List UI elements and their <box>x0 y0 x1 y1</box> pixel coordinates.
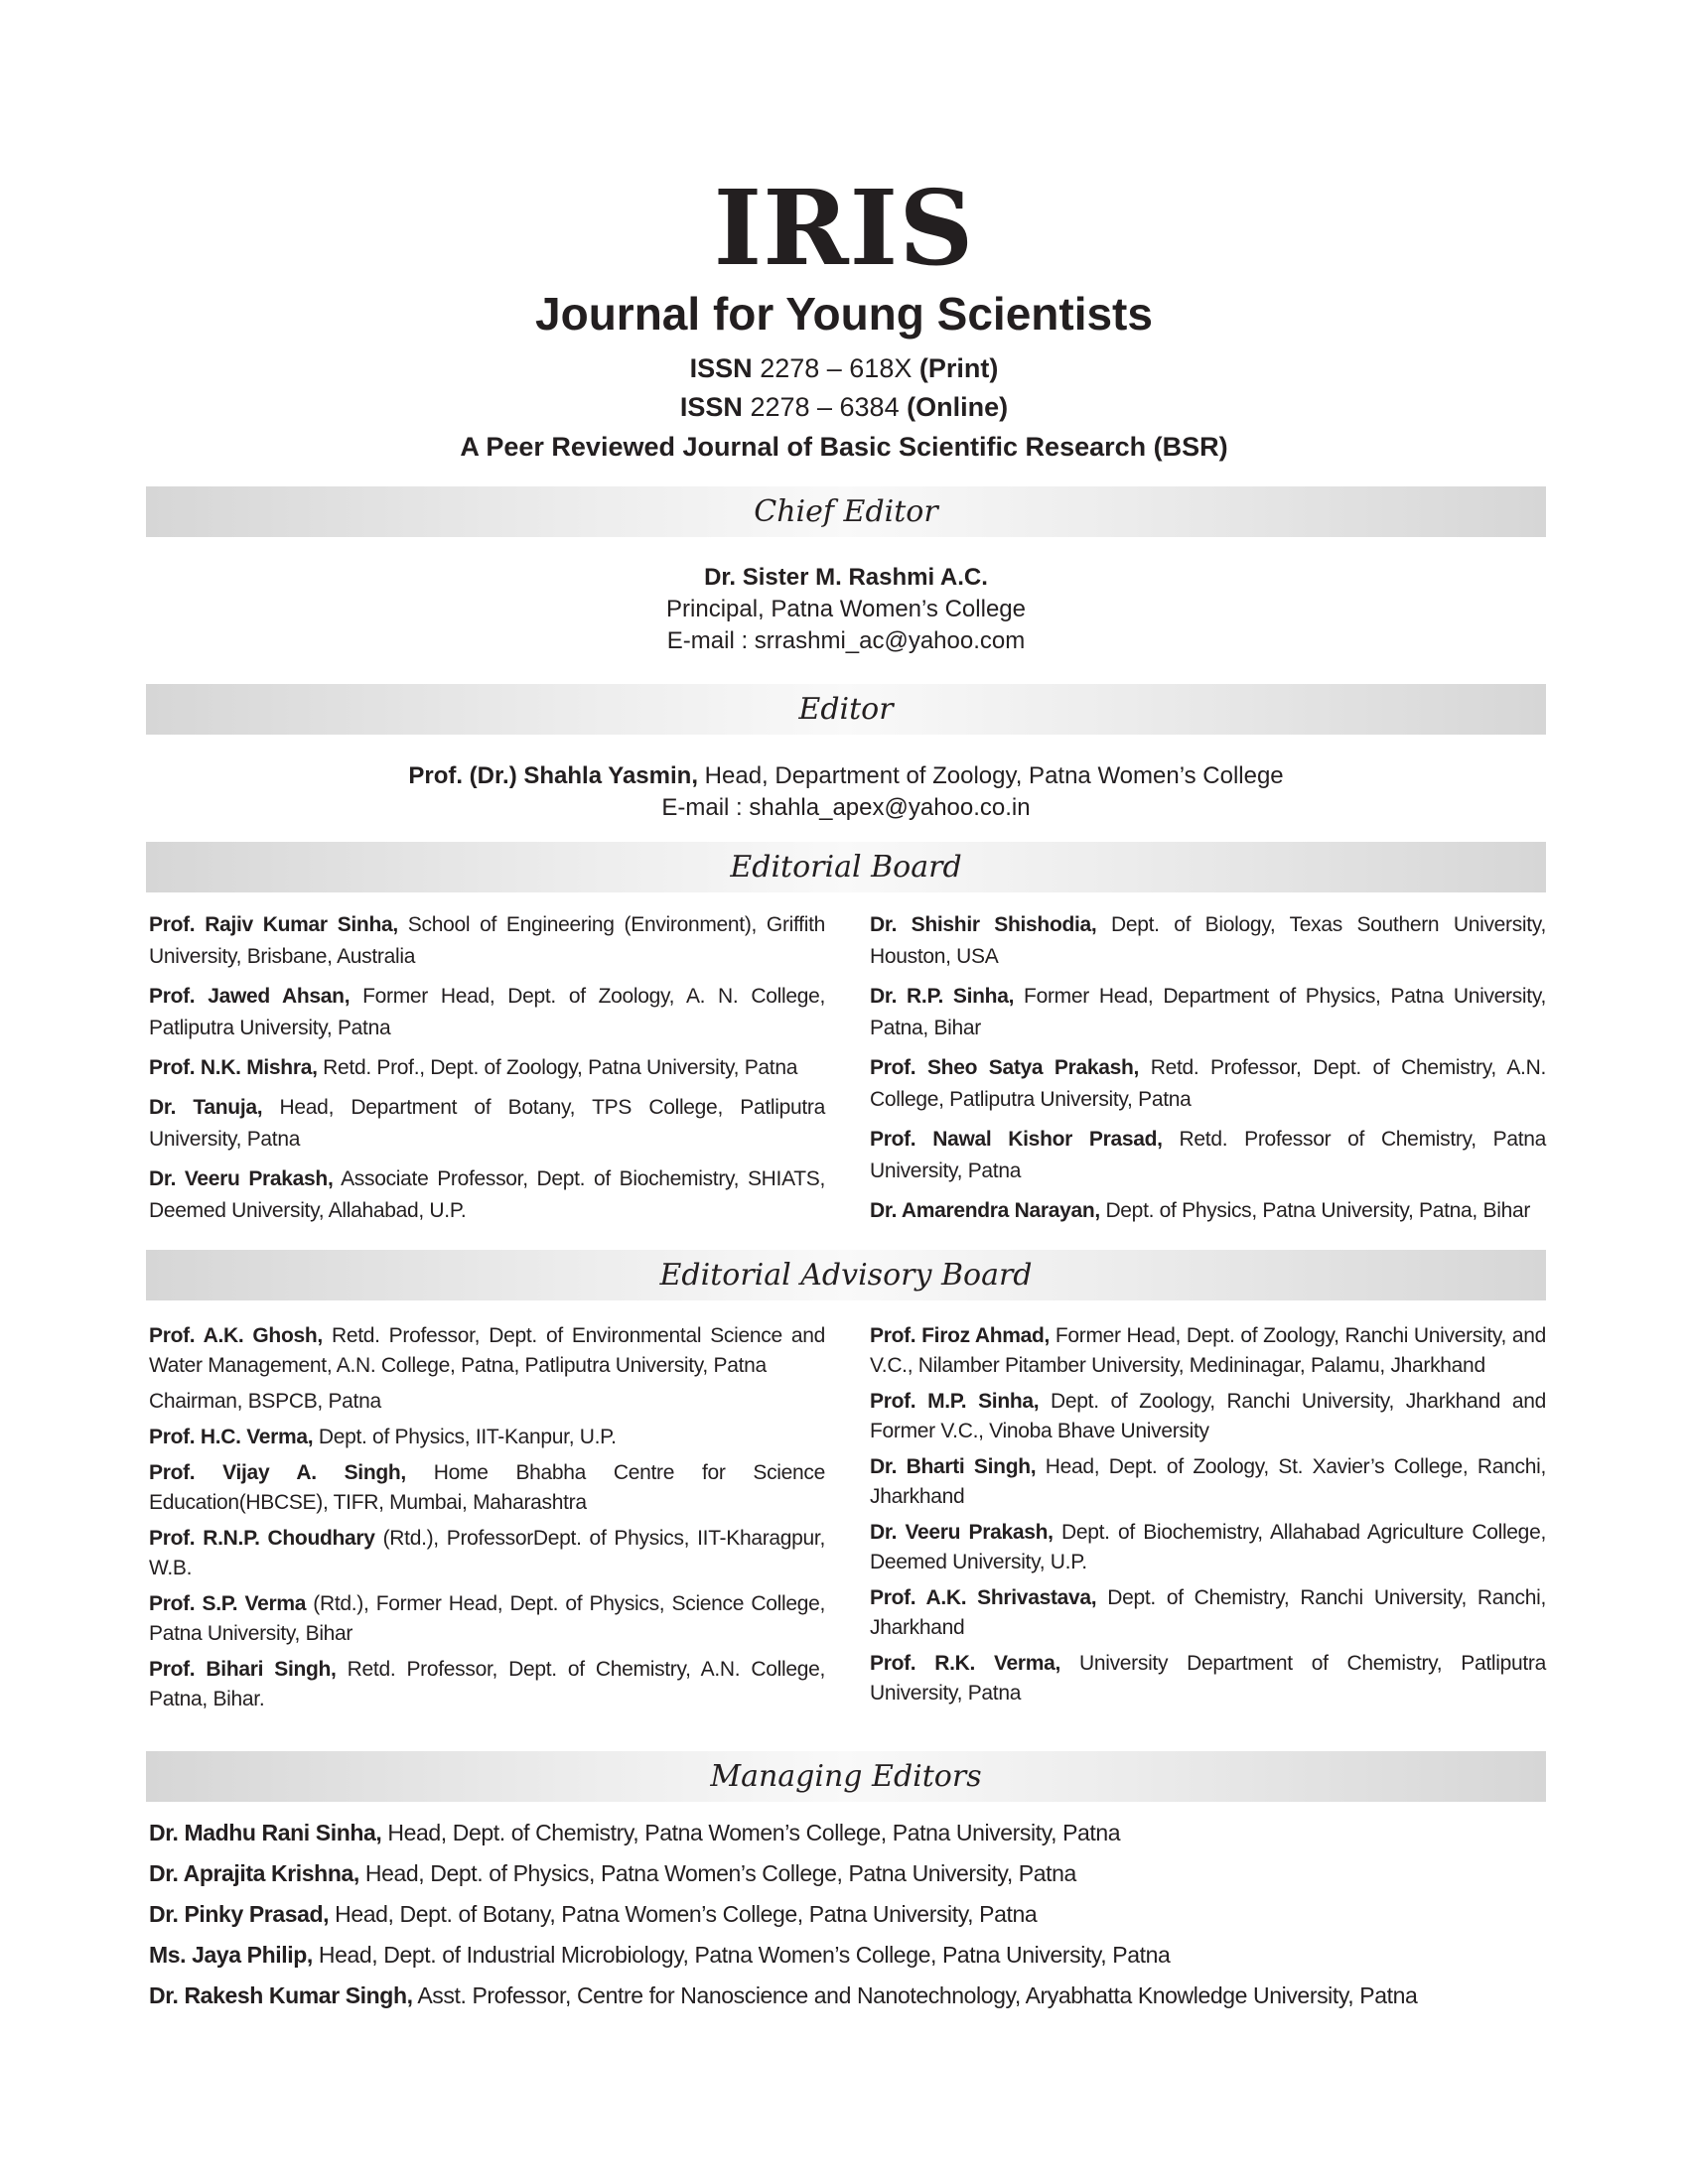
advisor-name: Prof. Vijay A. Singh, <box>149 1461 406 1484</box>
managing-editors-list <box>149 1813 1546 2016</box>
issn-print-label: ISSN <box>689 353 753 383</box>
member-name: Dr. Amarendra Narayan, <box>870 1199 1100 1222</box>
member-name: Dr. Shishir Shishodia, <box>870 913 1097 936</box>
advisory-board-list <box>149 1321 1546 1720</box>
advisory-board-right-column <box>870 1321 1546 1720</box>
issn-print-number: 2278 – 618X <box>760 353 913 383</box>
advisor <box>870 1518 1546 1577</box>
chief-editor-heading-bar <box>146 486 1546 537</box>
advisor-detail: University Department of Chemistry, Patliputra University, Patna <box>870 1652 1546 1705</box>
advisor-name: Prof. M.P. Sinha, <box>870 1390 1040 1413</box>
chief-editor-block <box>146 562 1546 657</box>
advisor <box>149 1423 825 1452</box>
advisor-detail: Retd. Professor, Dept. of Chemistry, A.N. College, Patna, Bihar. <box>149 1658 825 1710</box>
managing-editor <box>149 1976 1546 2016</box>
board-member <box>149 909 825 973</box>
advisor <box>870 1452 1546 1512</box>
member-name: Prof. Nawal Kishor Prasad, <box>870 1128 1163 1151</box>
advisory-board-heading: Editorial Advisory Board <box>659 1258 1033 1293</box>
managing-editor <box>149 1894 1546 1935</box>
member-detail: Associate Professor, Dept. of Biochemistry, SHIATS, Deemed University, Allahabad, U.P. <box>149 1167 825 1222</box>
editor-email: E-mail : shahla_apex@yahoo.co.in <box>661 794 1031 821</box>
advisor <box>149 1387 825 1417</box>
advisor-detail: Dept. of Physics, IIT-Kanpur, U.P. <box>313 1426 617 1448</box>
member-detail: School of Engineering (Environment), Griffith University, Brisbane, Australia <box>149 913 825 968</box>
masthead <box>0 167 1688 467</box>
board-member <box>149 1163 825 1227</box>
editor-heading: Editor <box>798 692 894 727</box>
advisor <box>149 1589 825 1649</box>
advisor <box>149 1524 825 1583</box>
board-member <box>149 1052 825 1084</box>
advisor-name: Prof. R.K. Verma, <box>870 1652 1061 1675</box>
editor-block <box>146 760 1546 824</box>
advisor-name: Dr. Bharti Singh, <box>870 1455 1037 1478</box>
managing-editor-name: Dr. Aprajita Krishna, <box>149 1860 359 1886</box>
managing-editor-name: Dr. Rakesh Kumar Singh, <box>149 1982 413 2008</box>
member-detail: Former Head, Department of Physics, Patna University, Patna, Bihar <box>870 985 1546 1039</box>
member-detail: Retd. Prof., Dept. of Zoology, Patna University, Patna <box>317 1056 798 1079</box>
advisor-name: Prof. H.C. Verma, <box>149 1426 314 1448</box>
managing-editor-detail: Head, Dept. of Physics, Patna Women’s College, Patna University, Patna <box>358 1860 1076 1886</box>
advisor-detail: (Rtd.), ProfessorDept. of Physics, IIT-Kharagpur, W.B. <box>149 1527 825 1579</box>
advisor <box>870 1387 1546 1446</box>
issn-online-number: 2278 – 6384 <box>750 392 900 422</box>
issn-online-label: ISSN <box>679 392 743 422</box>
managing-editor-name: Ms. Jaya Philip, <box>149 1942 313 1968</box>
member-name: Dr. R.P. Sinha, <box>870 985 1015 1008</box>
managing-editor <box>149 1853 1546 1894</box>
member-name: Prof. Rajiv Kumar Sinha, <box>149 913 398 936</box>
advisor-detail: Dept. of Chemistry, Ranchi University, Ranchi, Jharkhand <box>870 1586 1546 1639</box>
managing-editors-heading: Managing Editors <box>710 1759 982 1794</box>
editorial-board-left-column <box>149 909 825 1235</box>
chief-editor-heading: Chief Editor <box>754 494 938 529</box>
advisor-name: Prof. A.K. Shrivastava, <box>870 1586 1097 1609</box>
member-detail: Dept. of Physics, Patna University, Patna, Bihar <box>1099 1199 1531 1222</box>
member-detail: Head, Department of Botany, TPS College, Patliputra University, Patna <box>149 1096 825 1151</box>
editorial-board-heading: Editorial Board <box>730 850 962 885</box>
managing-editors-heading-bar <box>146 1751 1546 1802</box>
board-member <box>870 1052 1546 1116</box>
board-member <box>149 1092 825 1156</box>
editor-heading-bar <box>146 684 1546 735</box>
journal-logo: IRIS <box>713 167 975 289</box>
journal-subtitle: Journal for Young Scientists <box>535 288 1153 340</box>
member-detail: Former Head, Dept. of Zoology, A. N. College, Patliputra University, Patna <box>149 985 825 1039</box>
managing-editor-detail: Head, Dept. of Chemistry, Patna Women’s College, Patna University, Patna <box>381 1820 1121 1845</box>
advisory-board-heading-bar <box>146 1250 1546 1300</box>
editorial-board-right-column <box>870 909 1546 1235</box>
member-detail: Retd. Professor of Chemistry, Patna University, Patna <box>870 1128 1546 1182</box>
managing-editor-detail: Head, Dept. of Botany, Patna Women’s College, Patna University, Patna <box>329 1901 1038 1927</box>
editorial-board-heading-bar <box>146 842 1546 892</box>
managing-editor-name: Dr. Pinky Prasad, <box>149 1901 330 1927</box>
member-name: Dr. Veeru Prakash, <box>149 1167 334 1190</box>
member-name: Prof. Jawed Ahsan, <box>149 985 351 1008</box>
issn-print-type: (Print) <box>918 353 999 383</box>
advisor-name: Dr. Veeru Prakash, <box>870 1521 1054 1544</box>
advisor-detail: (Rtd.), Former Head, Dept. of Physics, Science College, Patna University, Bihar <box>149 1592 825 1645</box>
advisor-detail: Dept. of Biochemistry, Allahabad Agriculture College, Deemed University, U.P. <box>870 1521 1546 1573</box>
advisor-detail: Head, Dept. of Zoology, St. Xavier’s College, Ranchi, Jharkhand <box>870 1455 1546 1508</box>
member-detail: Retd. Professor, Dept. of Chemistry, A.N. College, Patliputra University, Patna <box>870 1056 1546 1111</box>
advisor-detail: Dept. of Zoology, Ranchi University, Jharkhand and Former V.C., Vinoba Bhave University <box>870 1390 1546 1442</box>
journal-tagline: A Peer Reviewed Journal of Basic Scientific Research (BSR) <box>460 432 1228 462</box>
advisor-detail: Former Head, Dept. of Zoology, Ranchi University, and V.C., Nilamber Pitamber University, Medininagar, Palamu, Jharkhand <box>870 1324 1546 1377</box>
advisor-name: Prof. S.P. Verma <box>149 1592 307 1615</box>
member-detail: Dept. of Biology, Texas Southern University, Houston, USA <box>870 913 1546 968</box>
editor-position: Head, Department of Zoology, Patna Women’s College <box>698 762 1284 789</box>
board-member <box>870 981 1546 1044</box>
issn-print <box>0 349 1688 388</box>
issn-online-type: (Online) <box>907 392 1009 422</box>
member-name: Dr. Tanuja, <box>149 1096 263 1119</box>
issn-online <box>0 388 1688 427</box>
board-member <box>149 981 825 1044</box>
managing-editor <box>149 1935 1546 1976</box>
member-name: Prof. N.K. Mishra, <box>149 1056 318 1079</box>
advisor-detail: Chairman, BSPCB, Patna <box>149 1390 381 1413</box>
advisor <box>870 1649 1546 1708</box>
managing-editor-detail: Asst. Professor, Centre for Nanoscience and Nanotechnology, Aryabhatta Knowledge University, Patna <box>412 1982 1418 2008</box>
advisor-detail: Home Bhabha Centre for Science Education(HBCSE), TIFR, Mumbai, Maharashtra <box>149 1461 825 1514</box>
managing-editor-detail: Head, Dept. of Industrial Microbiology, Patna Women’s College, Patna University, Patna <box>312 1942 1171 1968</box>
advisor-name: Prof. Firoz Ahmad, <box>870 1324 1051 1347</box>
advisor-name: Prof. A.K. Ghosh, <box>149 1324 323 1347</box>
advisor-name: Prof. Bihari Singh, <box>149 1658 337 1681</box>
board-member <box>870 1124 1546 1187</box>
advisory-board-left-column <box>149 1321 825 1720</box>
board-member <box>870 1195 1546 1227</box>
advisor <box>149 1655 825 1714</box>
advisor <box>149 1458 825 1518</box>
advisor <box>149 1321 825 1381</box>
chief-editor-name: Dr. Sister M. Rashmi A.C. <box>704 564 988 591</box>
managing-editor-name: Dr. Madhu Rani Sinha, <box>149 1820 382 1845</box>
advisor <box>870 1321 1546 1381</box>
chief-editor-email: E-mail : srrashmi_ac@yahoo.com <box>666 627 1026 654</box>
member-name: Prof. Sheo Satya Prakash, <box>870 1056 1140 1079</box>
editor-name: Prof. (Dr.) Shahla Yasmin, <box>408 762 698 789</box>
managing-editor <box>149 1813 1546 1853</box>
editorial-board-list <box>149 909 1546 1235</box>
advisor-detail: Retd. Professor, Dept. of Environmental Science and Water Management, A.N. College, Patna, Patliputra University, Patna <box>149 1324 825 1377</box>
chief-editor-position: Principal, Patna Women’s College <box>666 596 1026 622</box>
advisor-name: Prof. R.N.P. Choudhary <box>149 1527 375 1550</box>
board-member <box>870 909 1546 973</box>
advisor <box>870 1583 1546 1643</box>
